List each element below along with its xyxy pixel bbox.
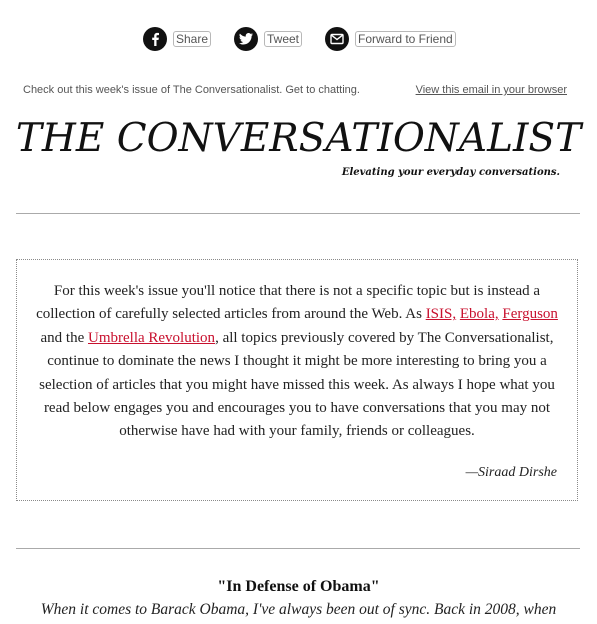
editor-note-text <box>33 280 561 444</box>
masthead-title: THE CONVERSATIONALIST <box>15 116 582 161</box>
intro-text-3: , all topics previously covered by The Conversationalist, continue to dominate the news I thought it might be more interesting to bring you a selection of articles that you might have missed this week. As always I hope what you read below engages you and encourages you to have conversations that you may not otherwise have had with your family, friends or colleagues. <box>39 329 555 440</box>
masthead-tagline: Elevating your everyday conversations. <box>341 167 560 178</box>
forward-to-friend-button[interactable] <box>325 27 456 51</box>
tweet-button[interactable] <box>234 27 302 51</box>
share-label: Share <box>173 31 211 47</box>
link-ebola[interactable]: Ebola, <box>459 306 499 323</box>
intro-text-1: For this week's issue you'll notice that there is not a specific topic but is instead a collection of carefully selected articles from around the Web. As <box>36 283 541 323</box>
facebook-icon <box>143 27 167 51</box>
link-umbrella-revolution[interactable]: Umbrella Revolution <box>88 329 216 346</box>
link-isis[interactable]: ISIS, <box>425 306 457 323</box>
tweet-label: Tweet <box>264 31 302 47</box>
article-lede: When it comes to Barack Obama, I've always been out of sync. Back in 2008, when <box>40 601 557 618</box>
preheader <box>23 84 567 98</box>
link-ferguson[interactable]: Ferguson <box>502 306 558 323</box>
article-title: "In Defense of Obama" <box>217 578 380 595</box>
forward-label: Forward to Friend <box>355 31 456 47</box>
view-in-browser-link[interactable]: View this email in your browser <box>415 84 567 96</box>
preheader-text: Check out this week's issue of The Conversationalist. Get to chatting. <box>23 84 360 96</box>
email-icon <box>325 27 349 51</box>
share-button[interactable] <box>143 27 211 51</box>
signature: —Siraad Dirshe <box>465 465 557 480</box>
twitter-icon <box>234 27 258 51</box>
divider <box>16 548 580 549</box>
intro-text-2: and the <box>40 329 88 346</box>
divider <box>16 213 580 214</box>
social-share-bar <box>0 27 597 55</box>
editor-note-box <box>16 259 578 501</box>
